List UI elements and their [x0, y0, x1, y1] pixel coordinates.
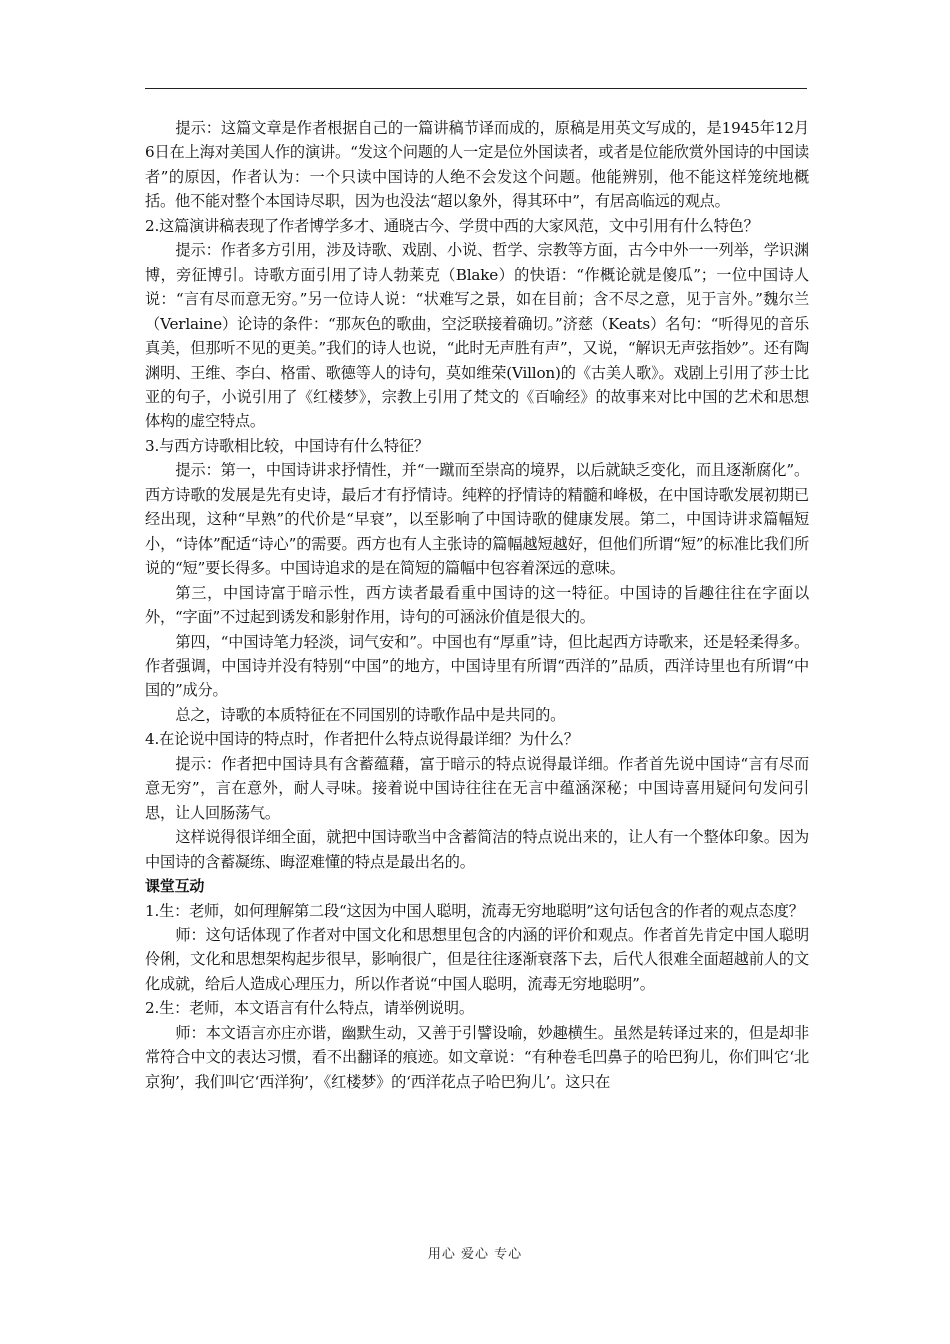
- page-footer: 用心 爱心 专心: [427, 1247, 523, 1262]
- body-paragraph: 提示：第一，中国诗讲求抒情性，并“一蹴而至崇高的境界，以后就缺乏变化，而且逐渐腐化”。西方诗歌的发展是先有史诗，最后才有抒情诗。纯粹的抒情诗的精髓和峰极，在中国诗歌发展初期已经出现，这种“早熟”的代价是“早衰”，以至影响了中国诗歌的健康发展。第二，中国诗讲求篇幅短小，“诗体”配适“诗心”的需要。西方也有人主张诗的篇幅越短越好，但他们所谓“短”的标准比我们所说的“短”要长得多。中国诗追求的是在简短的篇幅中包容着深远的意味。: [145, 461, 809, 578]
- question-paragraph: 2.这篇演讲稿表现了作者博学多才、通晓古今、学贯中西的大家风范，文中引用有什么特色？: [145, 216, 759, 235]
- body-paragraph: 师：这句话体现了作者对中国文化和思想里包含的内涵的评价和观点。作者首先肯定中国人聪明伶俐，文化和思想架构起步很早，影响很广，但是往往逐渐衰落下去，后代人很难全面超越前人的文化成就，给后人造成心理压力，所以作者说“中国人聪明，流毒无穷地聪明”。: [145, 925, 809, 993]
- body-paragraph: 总之，诗歌的本质特征在不同国别的诗歌作品中是共同的。: [175, 705, 566, 724]
- body-paragraph: 第三，中国诗富于暗示性，西方读者最看重中国诗的这一特征。中国诗的旨趣往往在字面以外，“字面”不过起到诱发和影射作用，诗句的可涵泳价值是很大的。: [145, 583, 809, 627]
- section-heading: 课堂互动: [145, 877, 205, 896]
- body-paragraph: 提示：作者多方引用，涉及诗歌、戏剧、小说、哲学、宗教等方面，古今中外一一列举，学识渊博，旁征博引。诗歌方面引用了诗人勃莱克（Blake）的快语：“作概论就是傻瓜”；一位中国诗人说：“言有尽而意无穷。”另一位诗人说：“状难写之景，如在目前；含不尽之意，见于言外。”魏尔兰（Verlaine）论诗的条件：“那灰色的歌曲，空泛联接着确切。”济慈（Keats）名句：“听得见的音乐真美，但那听不见的更美。”我们的诗人也说，“此时无声胜有声”，又说，“解识无声弦指妙”。还有陶渊明、王维、李白、格雷、歌德等人的诗句，莫如维荣(Villon)的《古美人歌》。戏剧上引用了莎士比亚的句子，小说引用了《红楼梦》，宗教上引用了梵文的《百喻经》的故事来对比中国的艺术和思想体构的虚空特点。: [145, 241, 809, 431]
- question-paragraph: 3.与西方诗歌相比较，中国诗有什么特征？: [145, 436, 429, 455]
- body-paragraph: 提示：这篇文章是作者根据自己的一篇讲稿节译而成的，原稿是用英文写成的，是1945年12月6日在上海对美国人作的演讲。“发这个问题的人一定是位外国读者，或者是位能欣赏外国诗的中国读者”的原因，作者认为：一个只读中国诗的人绝不会发这个问题。他能辨别，他不能这样笼统地概括。他不能对整个本国诗尽职，因为也没法“超以象外，得其环中”，有居高临远的观点。: [145, 119, 809, 211]
- question-paragraph: 1.生：老师，如何理解第二段“这因为中国人聪明，流毒无穷地聪明”这句话包含的作者的观点态度？: [145, 901, 804, 920]
- document-body: [145, 116, 809, 1094]
- question-paragraph: 4.在论说中国诗的特点时，作者把什么特点说得最详细？为什么？: [145, 730, 579, 749]
- body-paragraph: 提示：作者把中国诗具有含蓄蕴藉，富于暗示的特点说得最详细。作者首先说中国诗“言有尽而意无穷”，言在意外，耐人寻味。接着说中国诗往往在无言中蕴涵深秘；中国诗喜用疑问句发问引思，让人回肠荡气。: [145, 754, 809, 822]
- header-rule: [145, 88, 807, 89]
- body-paragraph: 这样说得很详细全面，就把中国诗歌当中含蓄简洁的特点说出来的，让人有一个整体印象。因为中国诗的含蓄凝练、晦涩难懂的特点是最出名的。: [145, 828, 809, 871]
- question-paragraph: 2.生：老师，本文语言有什么特点，请举例说明。: [145, 999, 474, 1018]
- body-paragraph: 第四，“中国诗笔力轻淡，词气安和”。中国也有“厚重”诗，但比起西方诗歌来，还是轻柔得多。作者强调，中国诗并没有特别“中国”的地方，中国诗里有所谓“西洋的”品质，西洋诗里也有所谓“中国的”成分。: [145, 632, 809, 700]
- body-paragraph: 师：本文语言亦庄亦谐，幽默生动，又善于引譬设喻，妙趣横生。虽然是转译过来的，但是却非常符合中文的表达习惯，看不出翻译的痕迹。如文章说：“有种卷毛凹鼻子的哈巴狗儿，你们叫它‘北京狗’，我们叫它‘西洋狗’，《红楼梦》的‘西洋花点子哈巴狗儿’。这只在: [145, 1023, 809, 1091]
